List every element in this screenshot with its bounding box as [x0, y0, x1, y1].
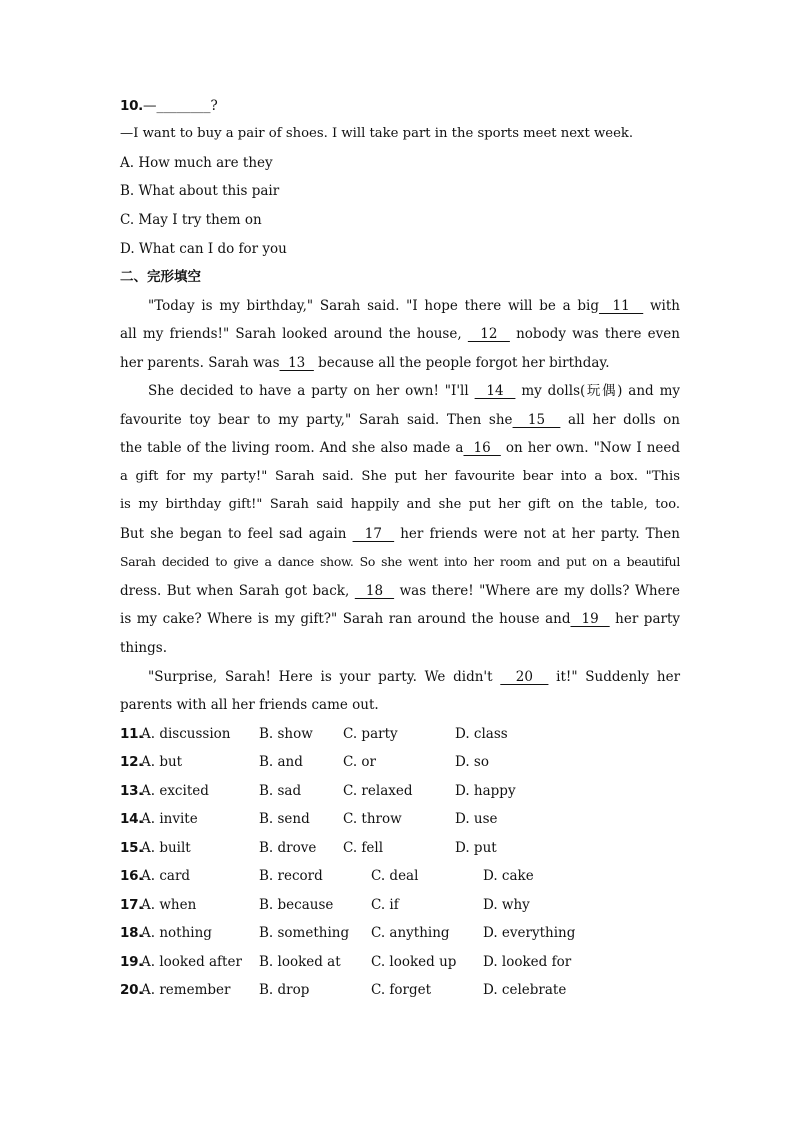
question-11-options: 11. A. discussion B. show C. party D. class	[120, 726, 508, 742]
question-17-options: 17. A. when B. because C. if D. why	[120, 897, 530, 913]
passage-line: Sarah decided to give a dance show. So she went into her room and put on a beautiful	[120, 554, 680, 569]
passage-line: But she began to feel sad again 17 her friends were not at her party. Then	[120, 526, 680, 542]
blank-14: 14	[474, 383, 516, 399]
blank-12: 12	[467, 326, 510, 342]
passage-line: parents with all her friends came out.	[120, 697, 379, 713]
passage-line: is my birthday gift!" Sarah said happily and she put her gift on the table, too.	[120, 497, 680, 512]
option-d: D. happy	[455, 783, 516, 799]
option-b: B. looked at	[259, 954, 341, 970]
option-a: A. remember	[141, 982, 231, 998]
option-a: A. card	[141, 868, 191, 884]
option-c: C. anything	[371, 925, 450, 941]
question-19-options: 19. A. looked after B. looked at C. looked up D. looked for	[120, 954, 572, 970]
passage-line: the table of the living room. And she also made a 16 on her own. "Now I need	[120, 440, 681, 456]
passage-line: dress. But when Sarah got back, 18 was there! "Where are my dolls? Where	[120, 583, 680, 599]
passage-line: She decided to have a party on her own! "I'll 14 my dolls(玩偶) and my	[148, 383, 681, 399]
option-c: C. or	[343, 754, 377, 770]
question-10-option-b: B. What about this pair	[120, 183, 280, 199]
question-13-options: 13. A. excited B. sad C. relaxed D. happy	[120, 783, 516, 799]
question-10-option-a: A. How much are they	[120, 155, 273, 171]
section-heading: 二、完形填空	[120, 269, 201, 285]
option-b: B. record	[259, 868, 323, 884]
option-b: B. drove	[259, 840, 317, 856]
option-d: D. looked for	[483, 954, 572, 970]
option-b: B. because	[259, 897, 334, 913]
option-a: A. discussion	[141, 726, 231, 742]
option-c: C. party	[343, 726, 398, 742]
blank-18: 18	[354, 583, 395, 599]
passage-line: "Surprise, Sarah! Here is your party. We didn't 20 it!" Suddenly her	[148, 669, 681, 685]
question-18-options: 18. A. nothing B. something C. anything D. everything	[120, 925, 576, 941]
option-a: A. nothing	[141, 925, 212, 941]
blank-17: 17	[352, 526, 395, 542]
option-d: D. so	[455, 754, 489, 770]
blank-16: 16	[463, 440, 501, 456]
option-b: B. send	[259, 811, 310, 827]
option-d: D. why	[483, 897, 530, 913]
passage-line: her parents. Sarah was 13 because all the people forgot her birthday.	[120, 355, 610, 371]
option-b: B. and	[259, 754, 303, 770]
option-d: D. celebrate	[483, 982, 567, 998]
question-prompt-text: —________?	[143, 98, 218, 114]
option-c: C. forget	[371, 982, 432, 998]
blank-13: 13	[279, 355, 314, 371]
blank-11: 11	[599, 298, 644, 314]
option-c: C. looked up	[371, 954, 457, 970]
option-d: D. cake	[483, 868, 534, 884]
option-b: B. show	[259, 726, 313, 742]
question-10-option-d: D. What can I do for you	[120, 241, 287, 257]
question-10-option-c: C. May I try them on	[120, 212, 262, 228]
passage-line: all my friends!" Sarah looked around the house, 12 nobody was there even	[120, 326, 680, 342]
question-12-options: 12. A. but B. and C. or D. so	[120, 754, 489, 770]
option-a: A. invite	[141, 811, 198, 827]
passage-line: a gift for my party!" Sarah said. She put her favourite bear into a box. "This	[120, 469, 680, 484]
passage-line: things.	[120, 640, 167, 656]
option-c: C. deal	[371, 868, 419, 884]
option-b: B. something	[259, 925, 350, 941]
question-14-options: 14. A. invite B. send C. throw D. use	[120, 811, 498, 827]
option-a: A. excited	[141, 783, 209, 799]
option-c: C. fell	[343, 840, 384, 856]
question-16-options: 16. A. card B. record C. deal D. cake	[120, 868, 534, 884]
option-d: D. put	[455, 840, 497, 856]
question-10-prompt	[120, 96, 680, 116]
question-20-options: 20. A. remember B. drop C. forget D. celebrate	[120, 982, 567, 998]
passage-line: "Today is my birthday," Sarah said. "I hope there will be a big 11 with	[148, 298, 680, 314]
blank-19: 19	[570, 611, 610, 627]
option-c: C. if	[371, 897, 399, 913]
option-d: D. use	[455, 811, 498, 827]
option-b: B. drop	[259, 982, 310, 998]
option-b: B. sad	[259, 783, 302, 799]
option-a: A. looked after	[141, 954, 242, 970]
option-a: A. built	[141, 840, 191, 856]
option-c: C. throw	[343, 811, 402, 827]
passage-line: favourite toy bear to my party," Sarah said. Then she 15 all her dolls on	[120, 412, 680, 428]
question-10-response: —I want to buy a pair of shoes. I will take part in the sports meet next week.	[120, 126, 634, 141]
option-a: A. when	[141, 897, 197, 913]
question-number: 10.	[120, 98, 144, 114]
question-15-options: 15. A. built B. drove C. fell D. put	[120, 840, 497, 856]
passage-line: is my cake? Where is my gift?" Sarah ran around the house and 19 her party	[120, 611, 681, 627]
option-c: C. relaxed	[343, 783, 413, 799]
blank-15: 15	[512, 412, 561, 428]
option-a: A. but	[141, 754, 183, 770]
option-d: D. class	[455, 726, 508, 742]
option-d: D. everything	[483, 925, 576, 941]
blank-20: 20	[500, 669, 549, 685]
